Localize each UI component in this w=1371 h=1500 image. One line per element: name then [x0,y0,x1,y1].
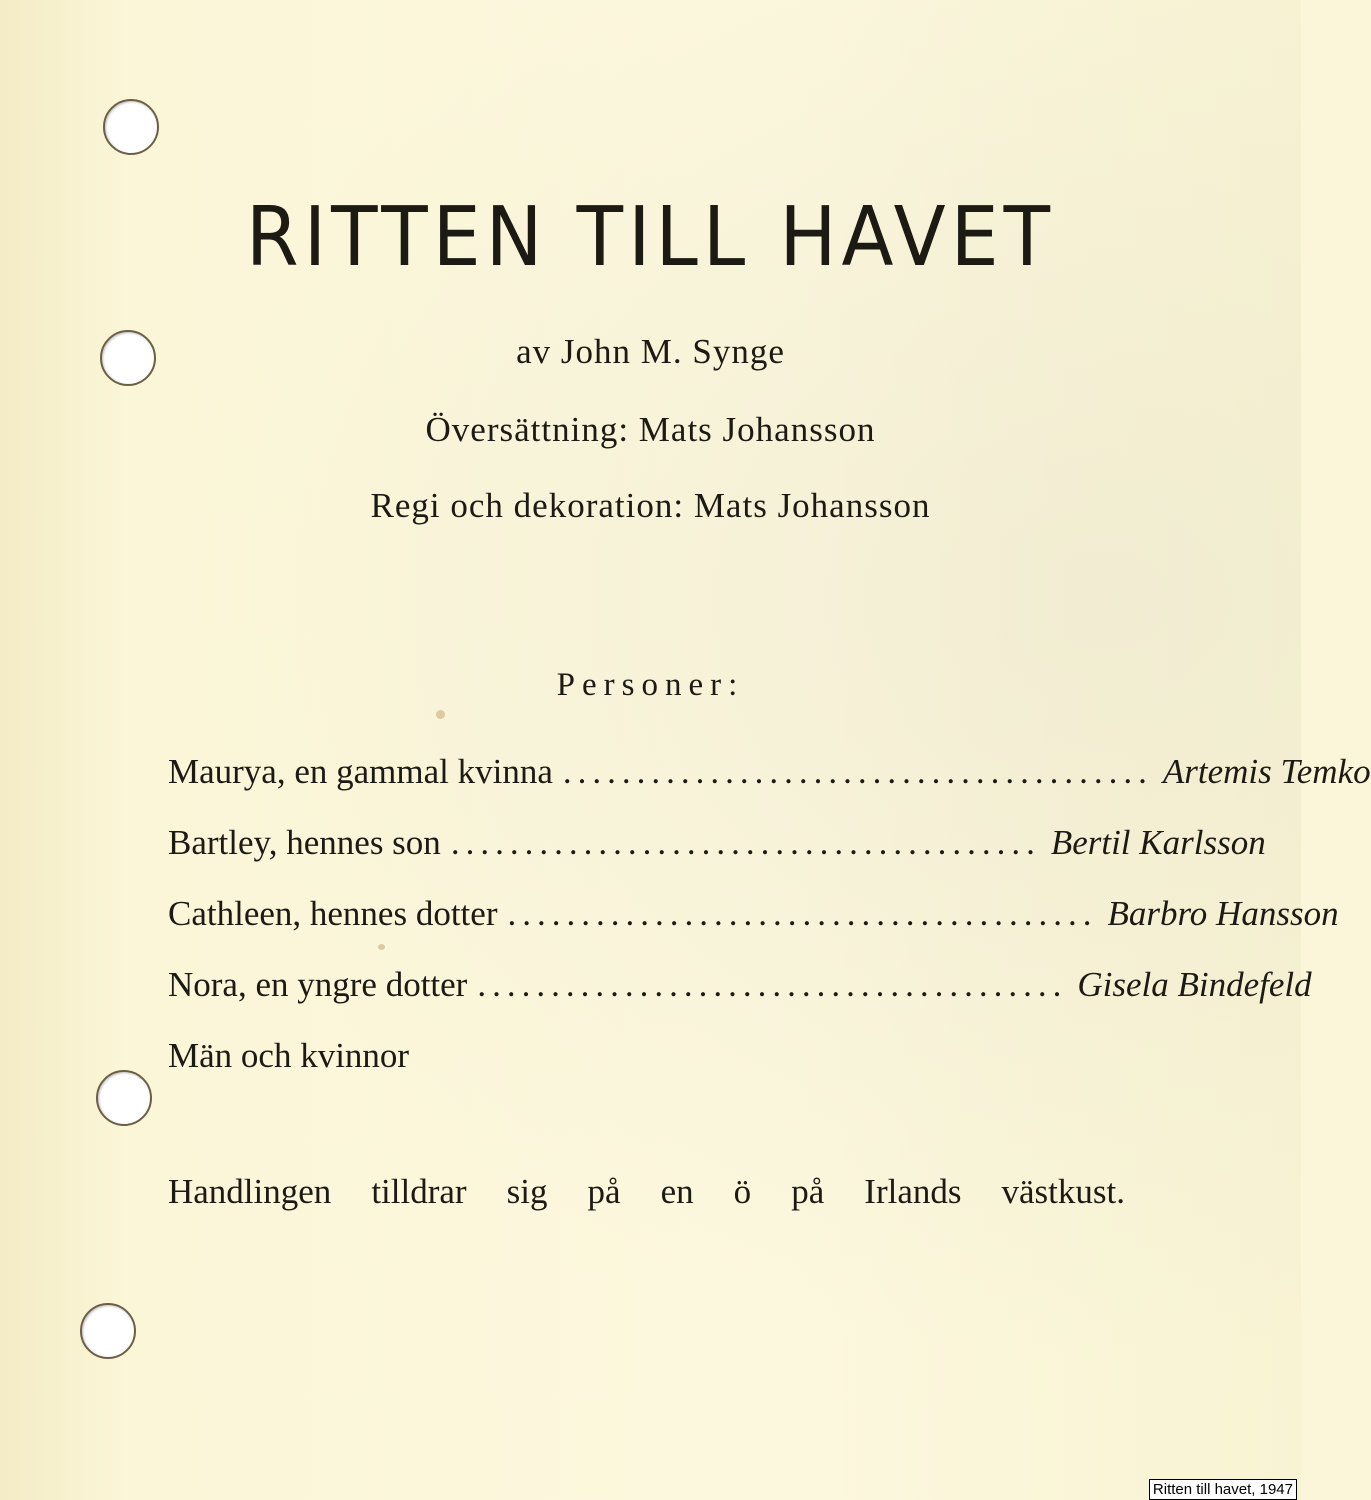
cast-heading: Personer: [556,667,745,703]
image-caption: Ritten till havet, 1947 [1149,1479,1297,1500]
cast-role: Cathleen, hennes dotter [168,894,498,933]
cast-actor: Gisela Bindefeld [1077,965,1312,1004]
leader-dots: ........................................ [507,894,1098,933]
translation-line: Översättning: Mats Johansson [425,410,876,449]
paper-stain [436,710,445,719]
cast-actor: Barbro Hansson [1107,894,1339,933]
cast-row [168,1036,1125,1107]
direction-line: Regi och dekoration: Mats Johansson [370,486,931,525]
cast-actor: Artemis Temko [1162,752,1371,791]
cast-list [168,752,1371,1107]
setting-line: Handlingen tilldrar sig på en ö på Irlands västkust. [168,1172,1125,1211]
cast-role: Män och kvinnor [168,1036,410,1075]
punch-hole [103,99,159,155]
punch-hole [80,1303,136,1359]
cast-role: Maurya, en gammal kvinna [168,752,553,791]
cast-role: Bartley, hennes son [168,823,441,862]
cast-role: Nora, en yngre dotter [168,965,468,1004]
cast-actor: Bertil Karlsson [1050,823,1266,862]
cast-row [168,752,1371,823]
leader-dots: ........................................ [477,965,1068,1004]
cast-row [168,965,1312,1036]
cast-row [168,823,1266,894]
punch-hole [96,1070,152,1126]
leader-dots: ........................................ [562,752,1153,791]
author-line: av John M. Synge [516,332,785,371]
cast-row [168,894,1339,965]
leader-dots: ........................................ [450,823,1041,862]
page-title: RITTEN TILL HAVET [245,188,1056,285]
